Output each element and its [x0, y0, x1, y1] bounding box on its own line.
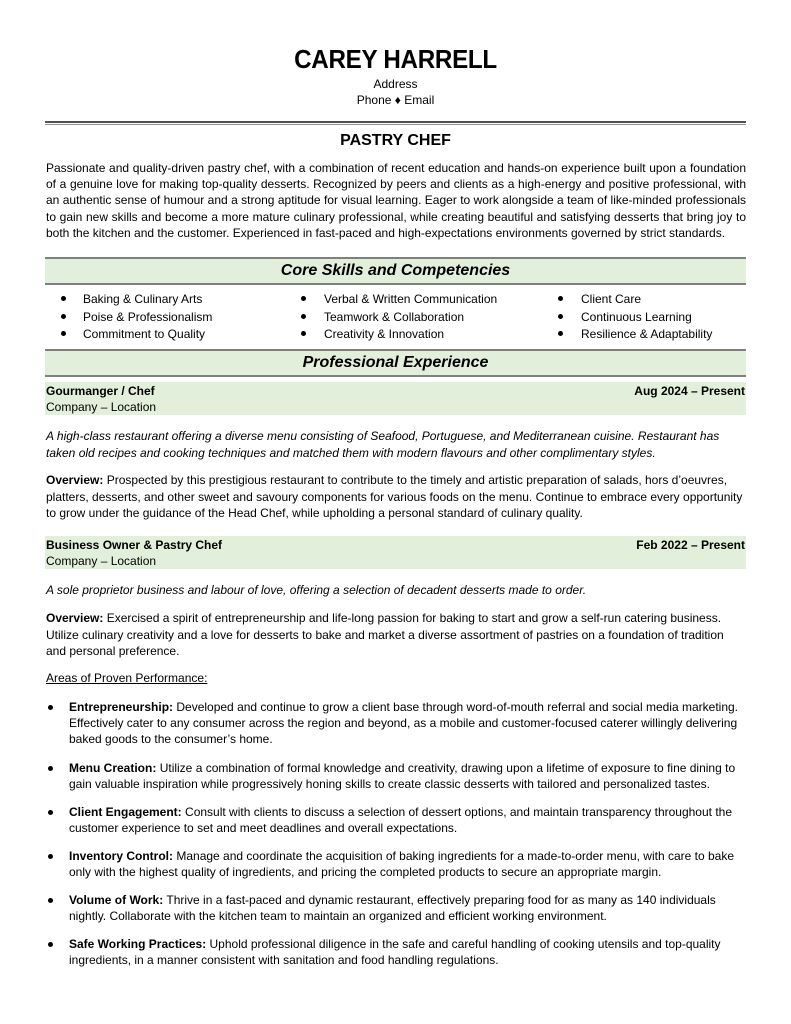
address: Address: [373, 77, 418, 91]
skill-item: Poise & Professionalism: [83, 310, 213, 324]
experience-section-heading: Professional Experience: [45, 349, 746, 377]
skill-item: Resilience & Adaptability: [581, 327, 713, 341]
job-description: A high-class restaurant offering a diverse menu consisting of Seafood, Portuguese, and Mediterranean cuisine. Restaurant has taken old recipes and cooking techniques and matched them with modern flavours and other complimentary styles.: [46, 429, 720, 460]
achievement-item: [69, 936, 746, 968]
job-dates: Aug 2024 – Present: [634, 384, 745, 398]
bullet-icon: [301, 331, 306, 336]
job-position: Gourmanger / Chef: [46, 384, 155, 398]
bullet-icon: [48, 942, 53, 947]
achievement-item: [69, 760, 746, 792]
bullet-icon: [61, 314, 66, 319]
bullet-icon: [301, 296, 306, 301]
achievement-label: Entrepreneurship:: [69, 700, 174, 714]
job-position: Business Owner & Pastry Chef: [46, 538, 223, 552]
job-overview: [46, 610, 746, 660]
overview-label: Overview:: [46, 473, 104, 487]
bullet-icon: [558, 314, 563, 319]
achievement-label: Client Engagement:: [69, 805, 182, 819]
job-company: Company – Location: [46, 400, 157, 414]
summary-paragraph: Passionate and quality-driven pastry chef, with a combination of recent education and hands-on experience built upon a foundation of a genuine love for making top-quality desserts. Recognized by peers and clients as a high-energy and positive professional, with an authentic sense of humour and a strong aptitude for visual learning. Eager to work alongside a team of like-minded professionals to gain new skills and become a more mature culinary professional, while creating beautiful and satisfying desserts that bring joy to both the kitchen and the customer. Experienced in fast-paced and high-expectations environments governed by strict standards.: [46, 161, 746, 240]
bullet-icon: [48, 766, 53, 771]
achievement-text: Consult with clients to discuss a selection of dessert options, and maintain transparency throughout the customer experience to set and meet deadlines and overall expectations.: [69, 805, 733, 836]
bullet-icon: [48, 705, 53, 710]
skill-item: Commitment to Quality: [83, 327, 206, 341]
bullet-icon: [558, 296, 563, 301]
bullet-icon: [48, 854, 53, 859]
skill-item: Creativity & Innovation: [324, 327, 445, 341]
achievement-text: Developed and continue to grow a client base through word-of-mouth referral and social media marketing. Effectively cater to any consumer across the region and beyond, as a mobile and customer-focused caterer willingly delivering baked goods to the consumer’s home.: [69, 700, 739, 747]
achievement-item: [69, 804, 746, 836]
job-dates: Feb 2022 – Present: [636, 538, 745, 552]
achievement-text: Thrive in a fast-paced and dynamic restaurant, effectively preparing food for as many as 140 individuals nightly. Collaborate with the kitchen team to maintain an organized and efficient working environment.: [69, 893, 716, 924]
header-divider: [45, 121, 746, 125]
achievement-label: Menu Creation:: [69, 761, 157, 775]
skills-section-heading: Core Skills and Competencies: [45, 257, 746, 285]
skill-item: Verbal & Written Communication: [324, 292, 498, 306]
achievement-label: Volume of Work:: [69, 893, 164, 907]
job-header: [45, 382, 746, 415]
candidate-name: CAREY HARRELL: [294, 44, 497, 74]
overview-text: Exercised a spirit of entrepreneurship and life-long passion for baking to start and grow a self-run catering business. Utilize culinary creativity and a love for desserts to bake and market a diverse assortment of pastries on a foundation of tradition and personal preference.: [46, 611, 724, 658]
job-overview: [46, 472, 746, 522]
bullet-icon: [301, 314, 306, 319]
skill-item: Baking & Culinary Arts: [83, 292, 203, 306]
job-company: Company – Location: [46, 554, 157, 568]
phone-email: Phone ♦ Email: [356, 93, 435, 107]
areas-heading: Areas of Proven Performance:: [46, 671, 208, 685]
bullet-icon: [558, 331, 563, 336]
achievement-item: [69, 892, 746, 924]
job-title-heading: PASTRY CHEF: [340, 132, 451, 149]
bullet-icon: [48, 810, 53, 815]
job-header: [45, 536, 746, 569]
bullet-icon: [48, 898, 53, 903]
overview-label: Overview:: [46, 611, 104, 625]
achievement-item: [69, 848, 746, 880]
bullet-icon: [61, 331, 66, 336]
job-description: A sole proprietor business and labour of love, offering a selection of decadent desserts made to order.: [46, 583, 587, 597]
achievement-text: Utilize a combination of formal knowledge and creativity, drawing upon a lifetime of exposure to fine dining to gain valuable inspiration while progressively honing skills to create classic desserts with tailored and personalized tastes.: [69, 761, 736, 792]
skill-item: Client Care: [581, 292, 642, 306]
achievement-item: [69, 699, 746, 748]
achievement-text: Uphold professional diligence in the safe and careful handling of cooking utensils and top-quality ingredients, in a manner consistent with sanitation and food handling regulations.: [69, 937, 721, 968]
bullet-icon: [61, 296, 66, 301]
achievement-text: Manage and coordinate the acquisition of baking ingredients for a made-to-order menu, with care to bake only with the highest quality of ingredients, and pricing the completed products to secure an appropriate margin.: [69, 849, 735, 880]
skill-item: Teamwork & Collaboration: [324, 310, 465, 324]
achievement-label: Inventory Control:: [69, 849, 173, 863]
achievement-label: Safe Working Practices:: [69, 937, 207, 951]
overview-text: Prospected by this prestigious restaurant to contribute to the timely and artistic preparation of salads, hors d’oeuvres, platters, desserts, and other sweet and savoury components for various foods on the menu. Continue to embrace every opportunity to grow under the guidance of the Head Chef, while upholding a personal standard of culinary quality.: [46, 473, 743, 520]
skill-item: Continuous Learning: [581, 310, 692, 324]
